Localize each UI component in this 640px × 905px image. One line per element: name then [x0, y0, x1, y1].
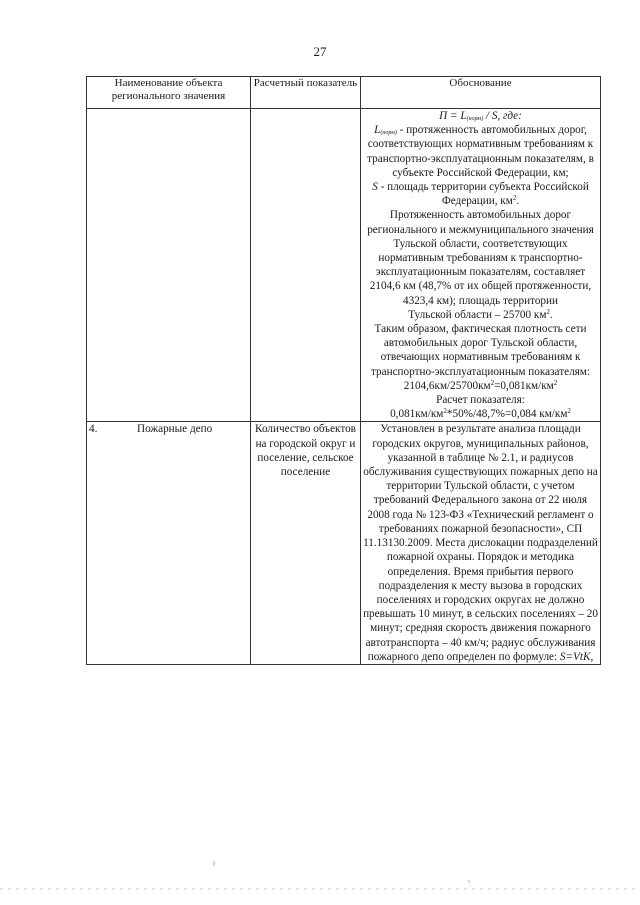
service-radius-formula: S=VtK	[559, 650, 591, 663]
length-definition: $L_{(норм)}$ - протяженность автомобильных дорог, соответствующих нормативным требованиям к транспортно-эксплуатационным показателям, в субъекте Российской Федерации, км;	[367, 124, 594, 179]
header-indicator: Расчетный показатель	[251, 77, 361, 109]
fire-depot-basis: Установлен в результате анализа площади городских округов, муниципальных районов, указанной в таблице № 2.1, и радиусов обслуживания существующих пожарных депо на территории Тульской области, с учетом требований Федерального закона от 22 июля 2008 года № 123-ФЗ «Технический регламент о требованиях пожарной безопасности», СП 11.13130.2009. Места дислокации подразделений пожарной охраны. Порядок и методика определения. Время прибытия первого подразделения к месту вызова в городских поселениях и городских округах не должно превышать 10 минут, в сельских поселениях – 20 минут; средняя скорость движения пожарного автотранспорта – 40 км/ч; радиус обслуживания пожарного депо определен по формуле: S=VtK,	[363, 423, 598, 663]
table-row	[87, 422, 601, 664]
density-calculation: $2104,6км/25700км^2=0,081км/км^2$	[403, 378, 558, 392]
row2-indicator-cell: Количество объектов на городской округ и поселение, сельское поселение	[251, 422, 361, 664]
calculation-label: Расчет показателя:	[436, 394, 525, 407]
document-table	[86, 76, 601, 665]
row1-basis-cell	[361, 109, 601, 422]
area-definition: S - площадь территории субъекта Российской Федерации, $км^2$.	[372, 181, 589, 208]
density-text: Таким образом, фактическая плотность сети автомобильных дорог Тульской области, отвечающих нормативным требованиям к транспортно-эксплуатационным показателям:	[371, 323, 590, 378]
scan-artifact-marks	[0, 858, 640, 905]
object-name: Пожарные депо	[137, 423, 213, 436]
table-header-row	[87, 77, 601, 109]
page-number: 27	[313, 44, 327, 59]
indicator-calculation: $0,081км/км^2*50\%/48,7\%=0,084$ $км/км^2$	[390, 407, 571, 421]
header-basis: Обоснование	[361, 77, 601, 109]
row-number: 4.	[89, 423, 98, 436]
header-object-name: Наименование объекта регионального значения	[87, 77, 251, 109]
row1-indicator-cell	[251, 109, 361, 422]
road-length-text: Протяженность автомобильных дорог регионального и межмуниципального значения Тульской области, соответствующих нормативным требованиям к транспортно-эксплуатационным показателям, составляет 2104,6 км (48,7% от их общей протяженности, 4323,4 км); площадь территории	[367, 209, 594, 307]
density-formula: $П = L_{(норм)} / S$, где:	[439, 110, 522, 122]
row1-name-cell	[87, 109, 251, 422]
region-area-text: Тульской области – 25700 $км^2$.	[408, 307, 553, 321]
row2-basis-cell	[361, 422, 601, 664]
row2-name-cell	[87, 422, 251, 664]
table-row	[87, 109, 601, 422]
